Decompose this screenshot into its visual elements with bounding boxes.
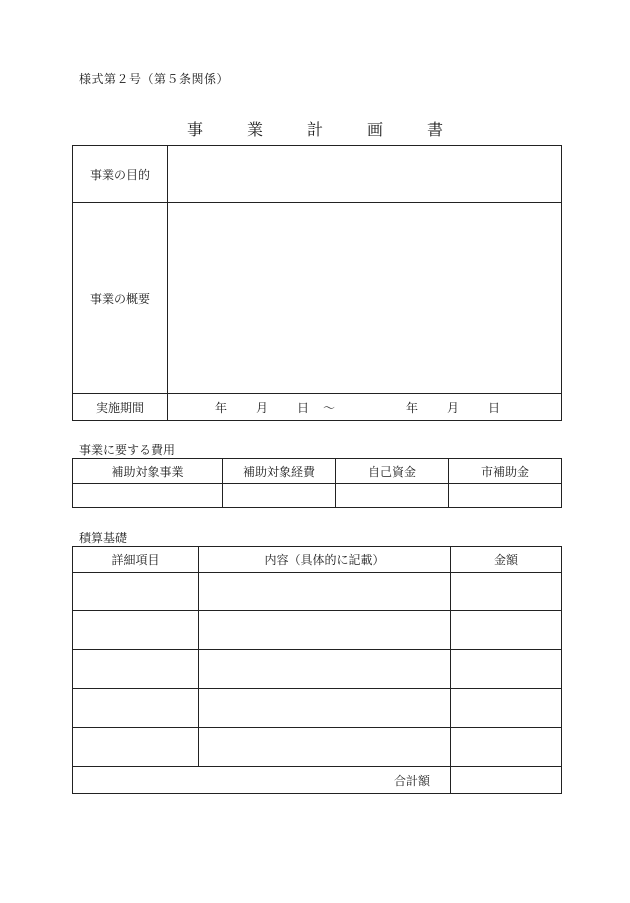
basis-header-content: 内容（具体的に記載） <box>199 547 451 573</box>
cost-header-target-expense: 補助対象経費 <box>223 459 336 484</box>
period-label: 実施期間 <box>73 394 168 421</box>
purpose-field[interactable] <box>168 146 562 203</box>
basis-row <box>73 573 562 611</box>
document-title: 事 業 計 画 書 <box>186 120 457 139</box>
period-end-day: 日 <box>488 400 501 415</box>
basis-content-field[interactable] <box>199 728 451 767</box>
period-start-month: 月 <box>256 400 269 415</box>
cost-header-own-funds: 自己資金 <box>336 459 449 484</box>
basis-item-field[interactable] <box>73 573 199 611</box>
purpose-label: 事業の目的 <box>73 146 168 203</box>
period-end-month: 月 <box>447 400 460 415</box>
period-field[interactable] <box>168 394 562 421</box>
basis-content-field[interactable] <box>199 573 451 611</box>
period-start-day: 日 <box>297 400 310 415</box>
basis-content-field[interactable] <box>199 611 451 650</box>
cost-field-target-project[interactable] <box>73 484 223 508</box>
basis-header-item: 詳細項目 <box>73 547 199 573</box>
basis-table <box>72 546 562 794</box>
period-row <box>73 394 562 421</box>
basis-row <box>73 689 562 728</box>
cost-header-city-subsidy: 市補助金 <box>449 459 562 484</box>
basis-total-row <box>73 767 562 794</box>
cost-field-target-expense[interactable] <box>223 484 336 508</box>
summary-row <box>73 203 562 394</box>
summary-field[interactable] <box>168 203 562 394</box>
basis-amount-field[interactable] <box>451 611 562 650</box>
basis-amount-field[interactable] <box>451 689 562 728</box>
cost-table <box>72 458 562 508</box>
basis-content-field[interactable] <box>199 689 451 728</box>
basis-item-field[interactable] <box>73 728 199 767</box>
purpose-row <box>73 146 562 203</box>
cost-field-own-funds[interactable] <box>336 484 449 508</box>
basis-header-amount: 金額 <box>451 547 562 573</box>
outline-table <box>72 145 562 421</box>
cost-value-row <box>73 484 562 508</box>
cost-header-row <box>73 459 562 484</box>
form-number: 様式第２号（第５条関係） <box>79 72 230 86</box>
basis-row <box>73 650 562 689</box>
basis-item-field[interactable] <box>73 611 199 650</box>
basis-content-field[interactable] <box>199 650 451 689</box>
basis-row <box>73 611 562 650</box>
period-end-year: 年 <box>406 400 419 415</box>
basis-row <box>73 728 562 767</box>
cost-header-target-project: 補助対象事業 <box>73 459 223 484</box>
summary-label: 事業の概要 <box>73 203 168 394</box>
basis-item-field[interactable] <box>73 650 199 689</box>
basis-header-row <box>73 547 562 573</box>
period-start-year: 年 <box>215 400 228 415</box>
basis-amount-field[interactable] <box>451 728 562 767</box>
total-amount-field[interactable] <box>451 767 562 794</box>
period-separator: ～ <box>323 400 336 415</box>
cost-section-label: 事業に要する費用 <box>79 443 176 457</box>
total-label: 合計額 <box>73 767 451 794</box>
basis-item-field[interactable] <box>73 689 199 728</box>
basis-section-label: 積算基礎 <box>79 531 128 545</box>
basis-amount-field[interactable] <box>451 650 562 689</box>
basis-amount-field[interactable] <box>451 573 562 611</box>
cost-field-city-subsidy[interactable] <box>449 484 562 508</box>
